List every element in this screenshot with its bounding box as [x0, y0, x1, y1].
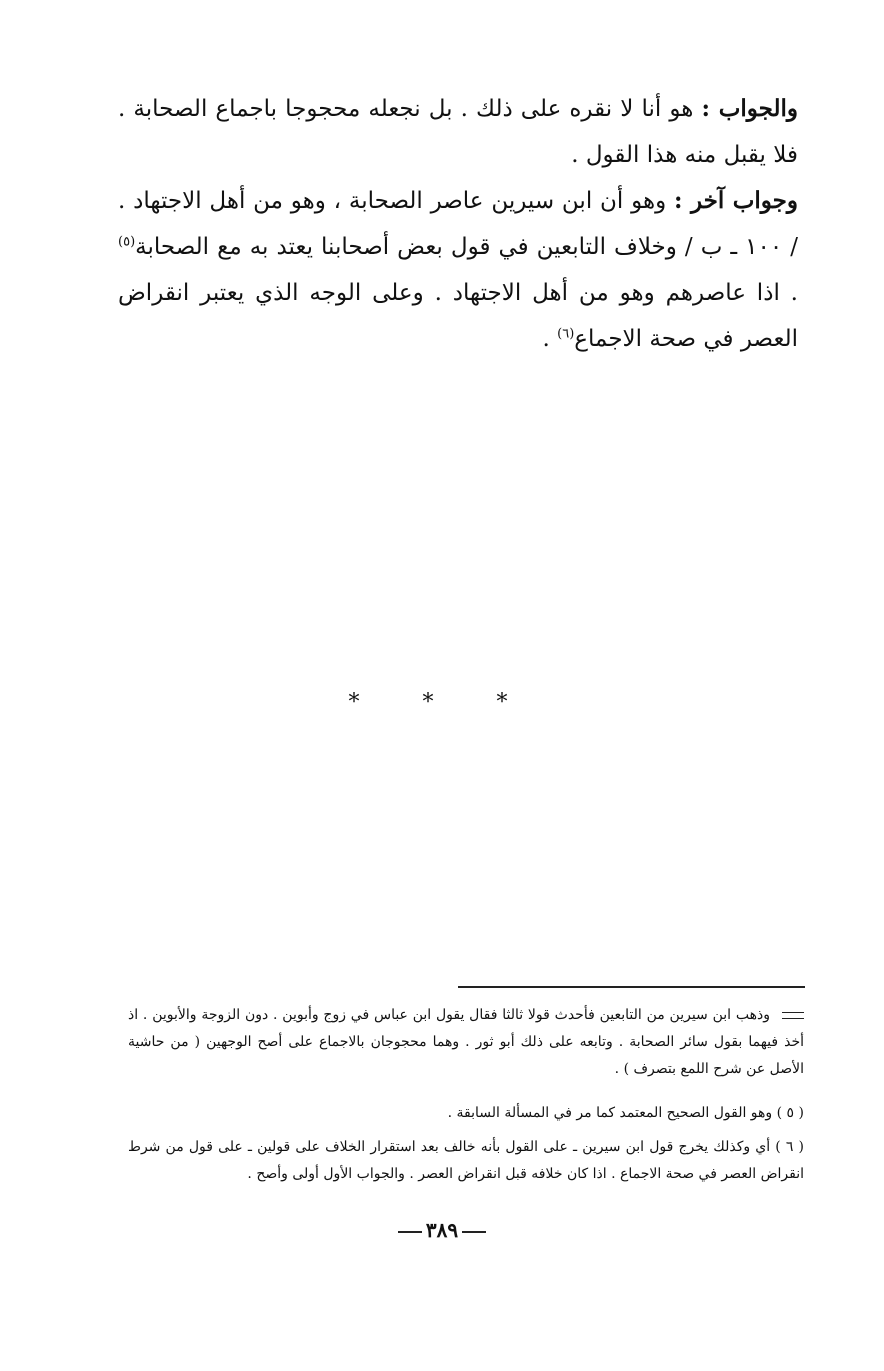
- footnote-continuation: [128, 1002, 804, 1083]
- another-answer-text-b: . اذا عاصرهم وهو من أهل الاجتهاد . وعلى الوجه الذي يعتبر انقراض العصر في صحة الاجماع: [118, 280, 798, 352]
- footnote-rule: [458, 986, 805, 988]
- footnote-ref-5: (٥): [118, 234, 136, 250]
- page-number: [0, 1218, 884, 1242]
- footnote-5: ( ٥ ) وهو القول الصحيح المعتمد كما مر في المسألة السابقة .: [447, 1105, 804, 1121]
- answer-text: هو أنا لا نقره على ذلك . بل نجعله محجوجا باجماع الصحابة . فلا يقبل منه هذا القول .: [118, 96, 798, 168]
- another-answer-text-c: .: [542, 326, 558, 352]
- footnote-ref-6: (٦): [557, 326, 575, 342]
- another-answer-heading: وجواب آخر :: [673, 187, 798, 214]
- answer-heading: والجواب :: [701, 95, 799, 122]
- dash-left: [398, 1231, 422, 1233]
- another-answer-text-a: وهو أن ابن سيرين عاصر الصحابة ، وهو من أهل الاجتهاد . / ١٠٠ ـ ب / وخلاف التابعين في قول بعض أصحابنا يعتد به مع الصحابة: [118, 188, 798, 260]
- dash-right: [462, 1231, 486, 1233]
- continuation-mark-icon: [782, 1012, 804, 1019]
- another-answer-paragraph: [118, 178, 798, 362]
- section-separator: * * *: [348, 690, 536, 715]
- page-number-text: ٣٨٩: [425, 1218, 459, 1242]
- answer-paragraph: [118, 86, 798, 178]
- footnote-6: ( ٦ ) أي وكذلك يخرج قول ابن سيرين ـ على القول بأنه خالف بعد استقرار الخلاف على قولين ـ على قول من شرط انقراض العصر في صحة الاجماع . اذا كان خلافه قبل انقراض العصر . والجواب الأول أولى وأصح .: [128, 1139, 804, 1182]
- footnote-continuation-text: وذهب ابن سيرين من التابعين فأحدث قولا ثالثا فقال يقول ابن عباس في زوج وأبوين . دون الزوجة والأبوين . اذ أخذ فيهما بقول سائر الصحابة . وتابعه على ذلك أبو ثور . وهما محجوجان بالاجماع على أصح الوجهين ( من حاشية الأصل عن شرح اللمع بتصرف ) .: [128, 1007, 804, 1077]
